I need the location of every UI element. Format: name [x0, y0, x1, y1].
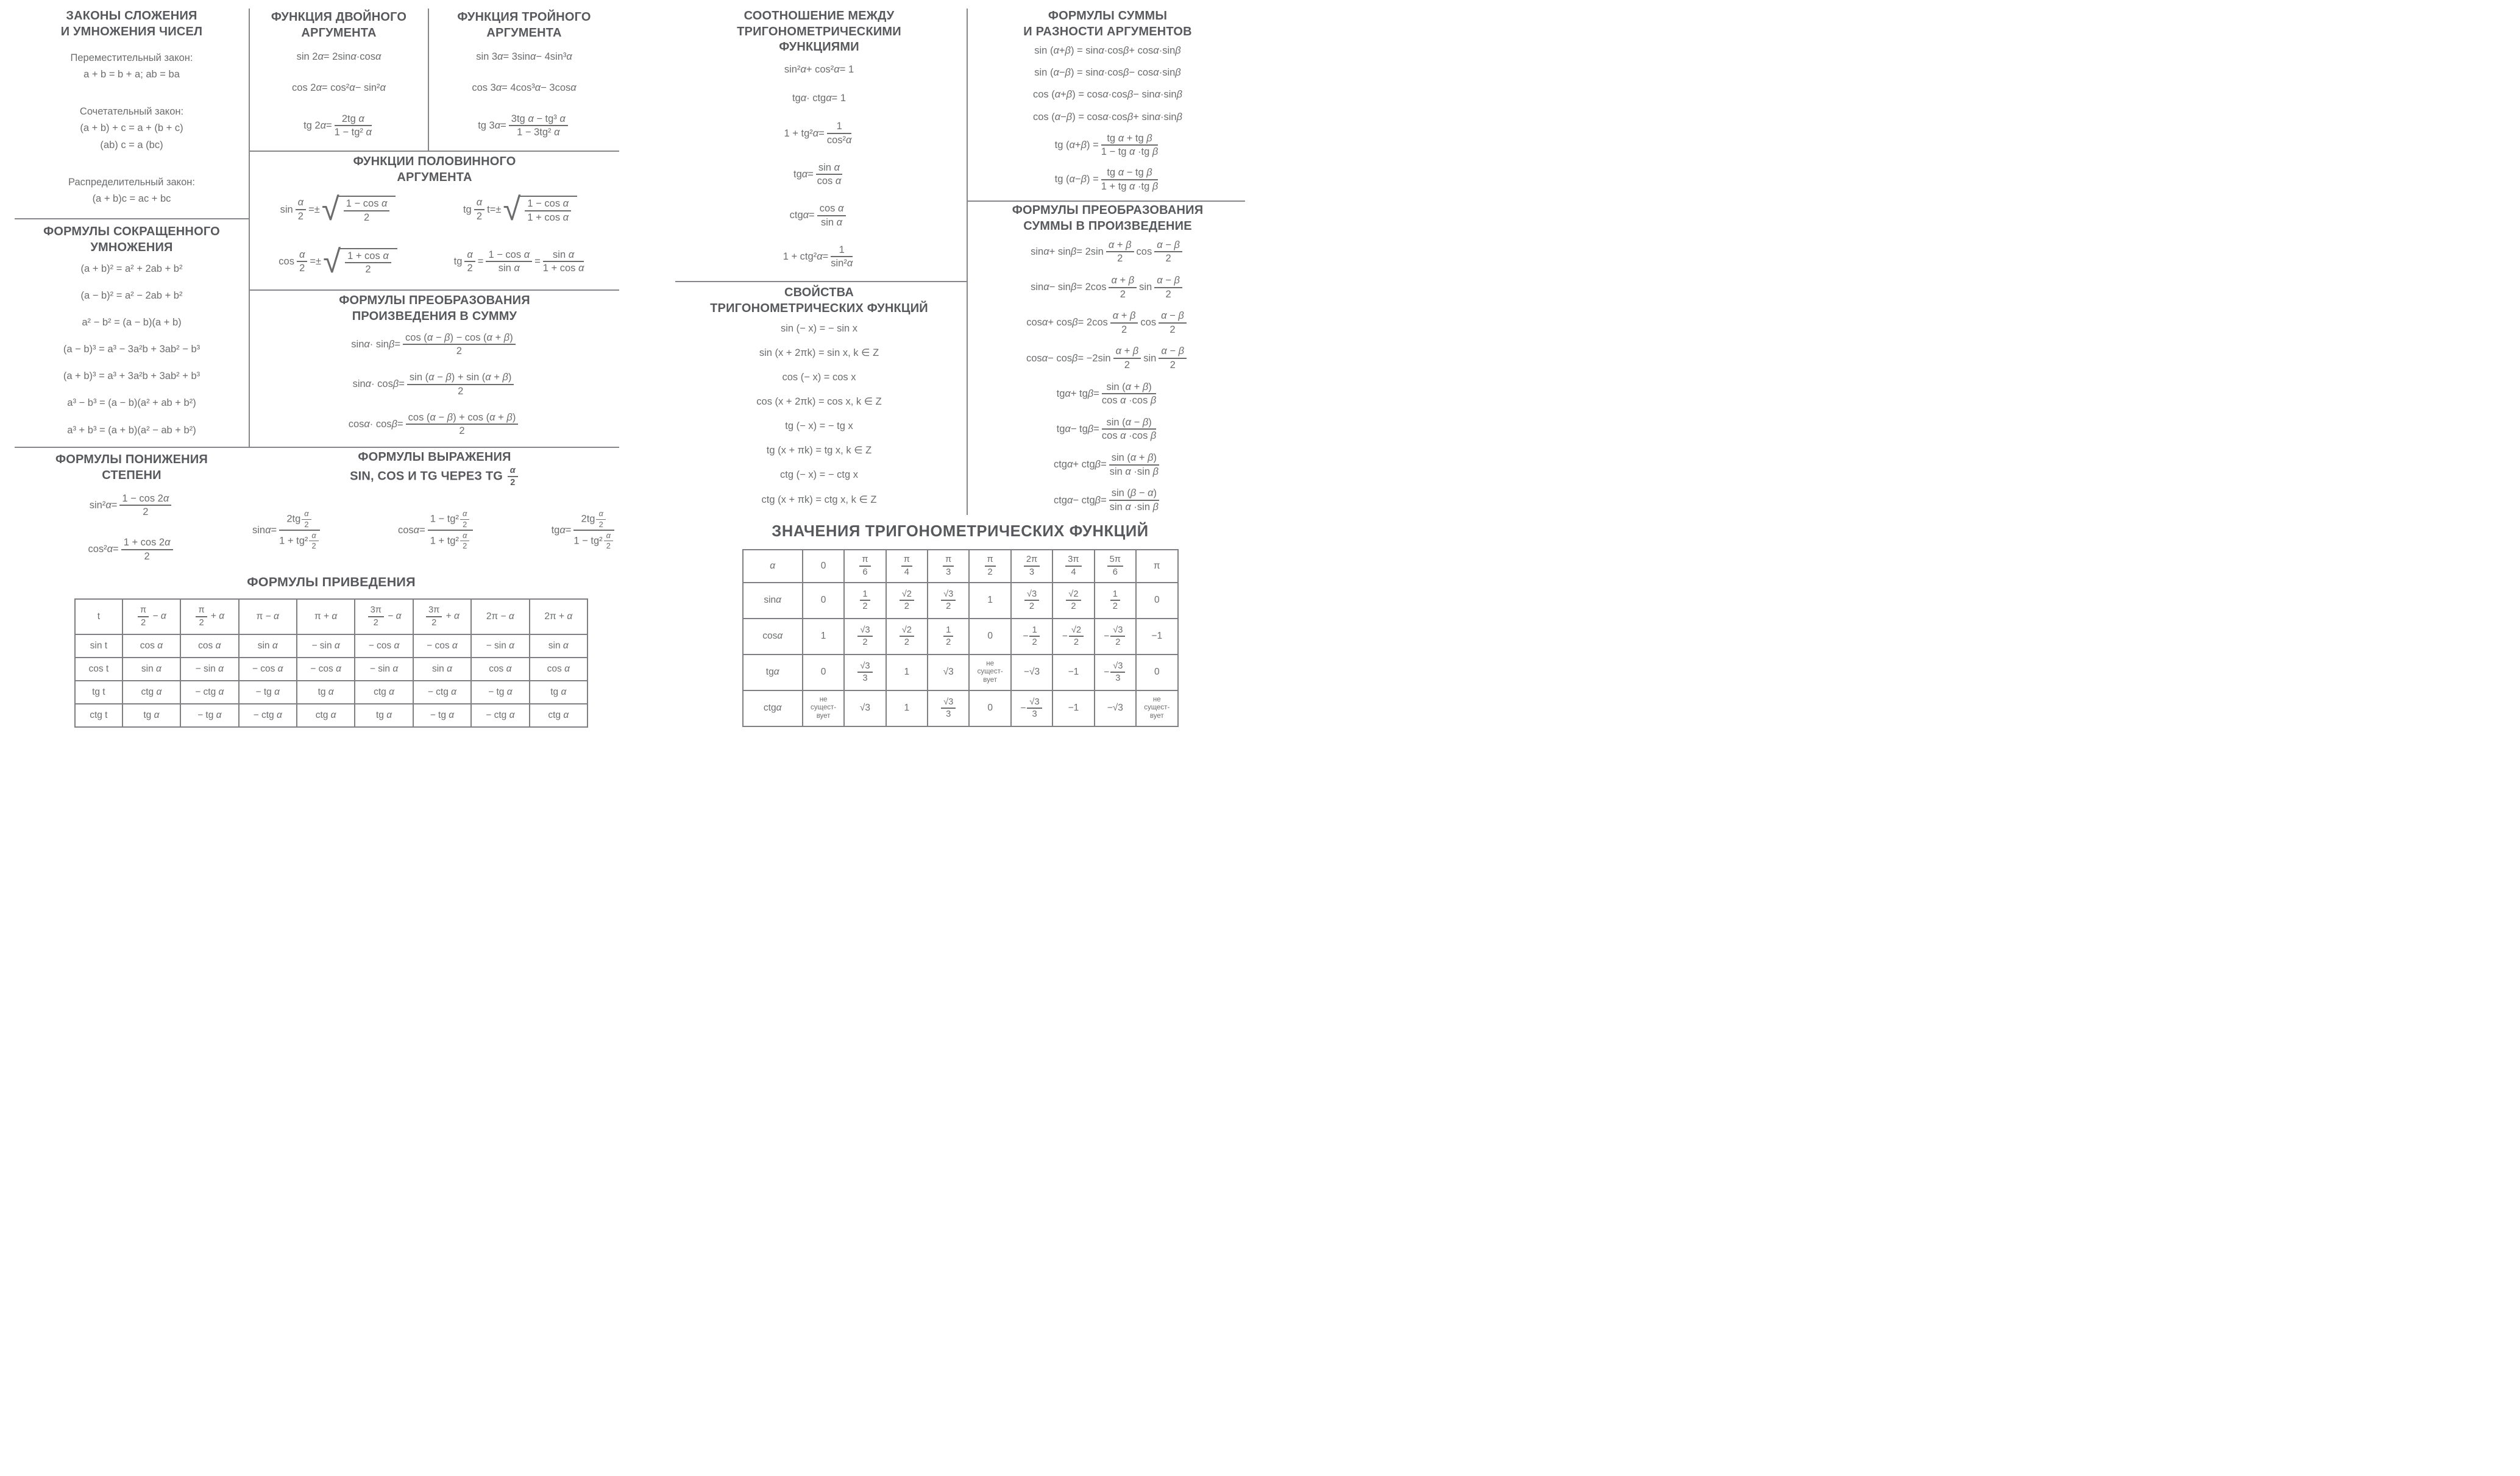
table-row — [75, 634, 587, 658]
formula-line: sin α · cos β = sin (α − β) + sin (α + β) 2 — [353, 372, 517, 397]
section-title: ФУНКЦИЯ ТРОЙНОГО АРГУМЕНТА — [457, 10, 591, 40]
table-cell: −1 — [1052, 655, 1094, 690]
formula-line: (a − b)² = a² − 2ab + b² — [80, 290, 183, 302]
table-header-cell: $\frac{2\pi}{3}$ — [1011, 550, 1052, 583]
law-label: Распределительный закон: — [68, 177, 195, 188]
formula-line: sin α = 2tg $\frac{\alpha}{2}$ 1 + tg² $\frac{\alpha}{2}$ — [252, 509, 322, 551]
formula-line: (a + b) + c = a + (b + c) — [80, 122, 183, 134]
row-label: sin t — [75, 634, 122, 658]
table-row — [743, 690, 1178, 726]
section-triple-argument — [431, 10, 617, 147]
formula-line: ctg α = cos α sin α — [790, 203, 849, 228]
table-header-row — [75, 599, 587, 634]
formula-line: sin (− x) = − sin x — [780, 322, 858, 334]
table-cell: − cos α — [355, 634, 413, 658]
formula-line: cos (x + 2πk) = cos x, k ∈ Z — [756, 396, 882, 408]
table-cell: $\frac{√3}{2}$ — [1011, 583, 1052, 619]
table-cell: tg α — [122, 704, 180, 727]
formula-line: (a − b)³ = a³ − 3a²b + 3ab² − b³ — [63, 344, 201, 355]
formula-line: sin α − sin β = 2cos α + β 2 sin α − β 2 — [1031, 275, 1185, 300]
table-cell: − $\frac{√3}{2}$ — [1095, 619, 1136, 655]
divider-under-half-argument — [249, 289, 619, 291]
section-product-to-sum — [252, 293, 617, 444]
table-cell: 0 — [969, 690, 1010, 726]
table-header-cell: $\frac{5\pi}{6}$ — [1095, 550, 1136, 583]
formula-line: tg α + tg β = sin (α + β) cos α ·cos β — [1056, 381, 1157, 406]
formula-line: sin 3 α = 3sin α − 4sin³ α — [476, 51, 572, 62]
table-cell: cos α — [530, 658, 587, 681]
formula-line: sin² α = 1 − cos 2α 2 — [90, 493, 174, 518]
table-header-cell: t — [75, 599, 122, 634]
table-cell: − $\frac{√2}{2}$ — [1052, 619, 1094, 655]
section-title: ФОРМУЛЫ ВЫРАЖЕНИЯ SIN, COS И TG ЧЕРЕЗ TG $\frac{\alpha}{2}$ — [350, 450, 519, 488]
table-row — [75, 658, 587, 681]
formula-list — [15, 255, 249, 444]
table-header-row — [743, 550, 1178, 583]
table-cell: − sin α — [471, 634, 529, 658]
formula-line: ctg α + ctg β = sin (α + β) sin α ·sin β — [1053, 452, 1159, 477]
table-cell: cos α — [122, 634, 180, 658]
table-cell: cos α — [471, 658, 529, 681]
table-cell: −1 — [1052, 690, 1094, 726]
formula-line: cos 2 α = cos² α − sin² α — [292, 82, 386, 94]
divider-vertical-right — [967, 9, 968, 515]
formula-list — [675, 55, 963, 277]
formula-line: tg α − tg β = sin (α − β) cos α ·cos β — [1056, 416, 1157, 442]
formula-sheet — [0, 0, 1260, 738]
table-cell: sin α — [530, 634, 587, 658]
row-label: tgα — [743, 655, 803, 690]
table-cell: $\frac{1}{2}$ — [1095, 583, 1136, 619]
values-table-title: ЗНАЧЕНИЯ ТРИГОНОМЕТРИЧЕСКИХ ФУНКЦИЙ — [772, 523, 1149, 540]
table-row — [75, 704, 587, 727]
formula-line: sin ( α + β ) = sin α ·cos β + cos α ·sin β — [1034, 44, 1181, 56]
section-title: ФОРМУЛЫ ПРЕОБРАЗОВАНИЯ СУММЫ В ПРОИЗВЕДЕНИЕ — [1012, 204, 1204, 233]
table-cell: √3 — [844, 690, 886, 726]
row-label: ctg t — [75, 704, 122, 727]
table-header-cell: π + α — [297, 599, 355, 634]
formula-line: sin² α + cos² α = 1 — [784, 64, 854, 76]
table-cell: 0 — [1136, 583, 1178, 619]
table-cell: ctg α — [297, 704, 355, 727]
table-header-cell: α — [743, 550, 803, 583]
formula-line: tg α 2 = 1 − cos α sin α = sin α 1 + cos α — [453, 249, 584, 274]
formula-line: tg ( α + β ) = tg α + tg β 1 − tg α ·tg β — [1054, 132, 1159, 158]
section-title: ЗАКОНЫ СЛОЖЕНИЯ И УМНОЖЕНИЯ ЧИСЕЛ — [60, 9, 203, 38]
table-row — [743, 619, 1178, 655]
formula-line: (ab) c = a (bc) — [100, 140, 163, 151]
formula-line: cos α 2 =± √ 1 + cos α 2 — [279, 248, 397, 275]
formula-list — [252, 324, 617, 444]
formula-line: a³ − b³ = (a − b)(a² + ab + b²) — [67, 397, 196, 409]
table-cell: tg α — [297, 681, 355, 704]
table-cell: 0 — [1136, 655, 1178, 690]
formula-list — [252, 185, 617, 286]
table-cell: $\frac{√3}{3}$ — [844, 655, 886, 690]
table-cell: ctg α — [122, 681, 180, 704]
law-label: Переместительный закон: — [70, 52, 193, 64]
formula-line: sin α + sin β = 2sin α + β 2 cos α − β 2 — [1031, 239, 1185, 264]
table-cell: 1 — [969, 583, 1010, 619]
formula-list — [675, 316, 963, 512]
formula-line: cos 3 α = 4cos³ α − 3cos α — [472, 82, 577, 94]
table-header-cell: $\frac{\pi}{2}$ − α — [122, 599, 180, 634]
divider-under-laws — [15, 218, 249, 219]
reduction-table — [74, 598, 588, 728]
formula-line: cos α − cos β = −2sin α + β 2 sin α − β 2 — [1026, 346, 1189, 371]
section-title: СВОЙСТВА ТРИГОНОМЕТРИЧЕСКИХ ФУНКЦИЙ — [710, 286, 928, 315]
formula-line: ctg (x + πk) = ctg x, k ∈ Z — [761, 494, 877, 505]
divider-left-bottom — [15, 447, 619, 448]
table-cell: sin α — [239, 634, 297, 658]
table-cell: − tg α — [471, 681, 529, 704]
section-function-values — [675, 522, 1245, 727]
table-cell: tg α — [355, 704, 413, 727]
values — [742, 549, 1179, 727]
row-label: cosα — [743, 619, 803, 655]
table-row — [75, 681, 587, 704]
table-cell: $\frac{√2}{2}$ — [1052, 583, 1094, 619]
table-cell: −1 — [1136, 619, 1178, 655]
table-cell: − cos α — [239, 658, 297, 681]
formula-line: sin α · sin β = cos (α − β) − cos (α + β) 2 — [351, 332, 517, 357]
table-header-cell: 2π + α — [530, 599, 587, 634]
section-sum-difference-arguments — [970, 9, 1245, 197]
divider-vertical-left — [249, 9, 250, 447]
formula-line: sin 2 α = 2sin α ·cos α — [296, 51, 382, 62]
values-table — [742, 549, 1179, 727]
formula-line: tg α = sin α cos α — [793, 161, 842, 187]
section-reduction-formulas — [74, 574, 588, 728]
table-cell: − tg α — [413, 704, 471, 727]
section-title: ФУНКЦИЯ ДВОЙНОГО АРГУМЕНТА — [271, 10, 407, 40]
table-cell: tg α — [530, 681, 587, 704]
divider-under-sum-difference — [967, 200, 1245, 202]
section-addition-multiplication-laws — [15, 9, 249, 218]
formula-line: sin (x + 2πk) = sin x, k ∈ Z — [759, 347, 879, 359]
formula-line: a² − b² = (a − b)(a + b) — [82, 317, 182, 328]
section-relations-between-functions — [675, 9, 963, 277]
table-cell: 1 — [886, 655, 928, 690]
table-row — [743, 583, 1178, 619]
table-header-cell: $\frac{3\pi}{2}$ − α — [355, 599, 413, 634]
table-cell: − ctg α — [471, 704, 529, 727]
formula-line: (a + b)³ = a³ + 3a²b + 3ab² + b³ — [63, 371, 201, 382]
table-cell: − ctg α — [413, 681, 471, 704]
row-label: cos t — [75, 658, 122, 681]
table-cell: ctg α — [530, 704, 587, 727]
table-cell: $\frac{1}{2}$ — [844, 583, 886, 619]
formula-line: cos α + cos β = 2cos α + β 2 cos α − β 2 — [1026, 310, 1189, 335]
table-header-cell: π — [1136, 550, 1178, 583]
section-expression-via-half-tangent — [252, 450, 617, 573]
table-cell: 1 — [886, 690, 928, 726]
section-title: ФОРМУЛЫ СОКРАЩЕННОГО УМНОЖЕНИЯ — [43, 225, 220, 254]
reduction — [74, 598, 588, 728]
divider-under-double-triple — [249, 151, 619, 152]
formula-line: (a + b)c = ac + bc — [92, 193, 171, 205]
row-label: tg t — [75, 681, 122, 704]
table-cell: √3 — [928, 655, 969, 690]
law-label: Сочетательный закон: — [79, 106, 184, 118]
formula-line: cos ( α + β ) = cos α ·cos β − sin α ·sin β — [1032, 89, 1183, 101]
table-header-cell: $\frac{\pi}{4}$ — [886, 550, 928, 583]
formula-line: tg 2 α = 2tg α 1 − tg² α — [303, 113, 372, 138]
table-header-cell: π − α — [239, 599, 297, 634]
table-row — [743, 655, 1178, 690]
formula-line: ctg (− x) = − ctg x — [780, 469, 858, 481]
formula-line: (a + b)² = a² + 2ab + b² — [80, 263, 183, 274]
table-cell: − $\frac{1}{2}$ — [1011, 619, 1052, 655]
section-title: ФОРМУЛЫ ПРЕОБРАЗОВАНИЯ ПРОИЗВЕДЕНИЯ В СУММУ — [339, 294, 530, 323]
table-cell: 0 — [969, 619, 1010, 655]
table-header-cell: $\frac{\pi}{2}$ — [969, 550, 1010, 583]
table-cell: − ctg α — [239, 704, 297, 727]
formula-line: tg (x + πk) = tg x, k ∈ Z — [766, 445, 872, 456]
table-cell: − cos α — [413, 634, 471, 658]
table-cell: $\frac{√3}{2}$ — [844, 619, 886, 655]
divider-vertical-double-triple — [428, 9, 429, 151]
table-cell: ctg α — [355, 681, 413, 704]
section-title: СООТНОШЕНИЕ МЕЖДУ ТРИГОНОМЕТРИЧЕСКИМИ ФУНКЦИЯМИ — [737, 9, 901, 54]
table-header-cell: $\frac{\pi}{3}$ — [928, 550, 969, 583]
table-cell: не сущест- вует — [803, 690, 844, 726]
formula-line: tg α 2 t=± √ 1 − cos α 1 + cos α — [463, 196, 577, 223]
formula-list — [431, 41, 617, 147]
table-cell: − $\frac{√3}{3}$ — [1011, 690, 1052, 726]
section-double-argument — [252, 10, 425, 147]
table-header-cell: $\frac{3\pi}{2}$ + α — [413, 599, 471, 634]
table-cell: − tg α — [239, 681, 297, 704]
formula-line: tg α · ctg α = 1 — [792, 93, 847, 104]
table-cell: cos α — [180, 634, 238, 658]
table-cell: − cos α — [297, 658, 355, 681]
table-cell: − ctg α — [180, 681, 238, 704]
formula-line: cos (− x) = cos x — [782, 372, 856, 383]
table-cell: 0 — [803, 655, 844, 690]
table-cell: 0 — [803, 583, 844, 619]
section-function-properties — [675, 285, 963, 512]
section-title: ФОРМУЛЫ СУММЫ И РАЗНОСТИ АРГУМЕНТОВ — [1023, 9, 1192, 38]
section-half-argument — [252, 154, 617, 286]
formula-line: 1 + ctg² α = 1 sin²α — [783, 244, 853, 269]
table-cell: sin α — [413, 658, 471, 681]
section-title: ФУНКЦИИ ПОЛОВИННОГО АРГУМЕНТА — [353, 155, 516, 184]
formula-line: tg ( α − β ) = tg α − tg β 1 + tg α ·tg β — [1054, 167, 1159, 192]
section-power-reduction — [15, 452, 249, 572]
formula-list — [252, 41, 425, 147]
formula-line: cos ( α − β ) = cos α ·cos β + sin α ·sin β — [1032, 111, 1183, 122]
law-item — [71, 52, 193, 81]
divider-under-relations — [675, 281, 967, 282]
formula-line: sin α 2 =± √ 1 − cos α 2 — [280, 196, 396, 223]
reduction-table-title: ФОРМУЛЫ ПРИВЕДЕНИЯ — [247, 575, 416, 589]
formula-line: cos² α = 1 + cos 2α 2 — [88, 537, 175, 562]
formula-list — [970, 40, 1245, 197]
table-cell: $\frac{1}{2}$ — [928, 619, 969, 655]
formula-list — [15, 483, 249, 572]
table-header-cell: 0 — [803, 550, 844, 583]
formula-list — [249, 488, 620, 573]
table-cell: не сущест- вует — [969, 655, 1010, 690]
table-cell: $\frac{√3}{2}$ — [928, 583, 969, 619]
row-label: sinα — [743, 583, 803, 619]
law-item — [80, 106, 183, 151]
table-cell: − $\frac{√3}{3}$ — [1095, 655, 1136, 690]
formula-line: 1 + tg² α = 1 cos²α — [784, 121, 852, 146]
formula-line: a³ + b³ = (a + b)(a² − ab + b²) — [67, 424, 196, 436]
table-header-cell: 2π − α — [471, 599, 529, 634]
formula-list — [970, 234, 1245, 518]
laws-list — [15, 40, 249, 218]
table-cell: $\frac{√2}{2}$ — [886, 583, 928, 619]
section-sum-to-product — [970, 203, 1245, 518]
table-cell: 1 — [803, 619, 844, 655]
table-header-cell: $\frac{\pi}{2}$ + α — [180, 599, 238, 634]
table-cell: sin α — [122, 658, 180, 681]
table-cell: −√3 — [1011, 655, 1052, 690]
table-header-cell: $\frac{\pi}{6}$ — [844, 550, 886, 583]
law-item — [68, 177, 195, 205]
section-title: ФОРМУЛЫ ПОНИЖЕНИЯ СТЕПЕНИ — [55, 453, 208, 482]
table-cell: − sin α — [355, 658, 413, 681]
table-cell: − sin α — [297, 634, 355, 658]
table-cell: $\frac{√3}{3}$ — [928, 690, 969, 726]
formula-line: a + b = b + a; ab = ba — [83, 69, 180, 80]
formula-line: cos α · cos β = cos (α − β) + cos (α + β) 2 — [349, 412, 521, 437]
formula-line: tg α = 2tg $\frac{\alpha}{2}$ 1 − tg² $\frac{\alpha}{2}$ — [552, 509, 617, 551]
row-label: ctgα — [743, 690, 803, 726]
table-cell: $\frac{√2}{2}$ — [886, 619, 928, 655]
formula-line: tg 3 α = 3tg α − tg³ α 1 − 3tg² α — [478, 113, 570, 138]
formula-line: cos α = 1 − tg² $\frac{\alpha}{2}$ 1 + tg² $\frac{\alpha}{2}$ — [398, 509, 475, 551]
section-abbreviated-multiplication — [15, 224, 249, 444]
table-cell: − sin α — [180, 658, 238, 681]
table-cell: −√3 — [1095, 690, 1136, 726]
formula-line: ctg α − ctg β = sin (β − α) sin α ·sin β — [1053, 488, 1159, 513]
formula-line: tg (− x) = − tg x — [785, 420, 853, 432]
table-cell: не сущест- вует — [1136, 690, 1178, 726]
formula-line: sin ( α − β ) = sin α ·cos β − cos α ·sin β — [1034, 67, 1181, 79]
table-header-cell: $\frac{3\pi}{4}$ — [1052, 550, 1094, 583]
table-cell: − tg α — [180, 704, 238, 727]
